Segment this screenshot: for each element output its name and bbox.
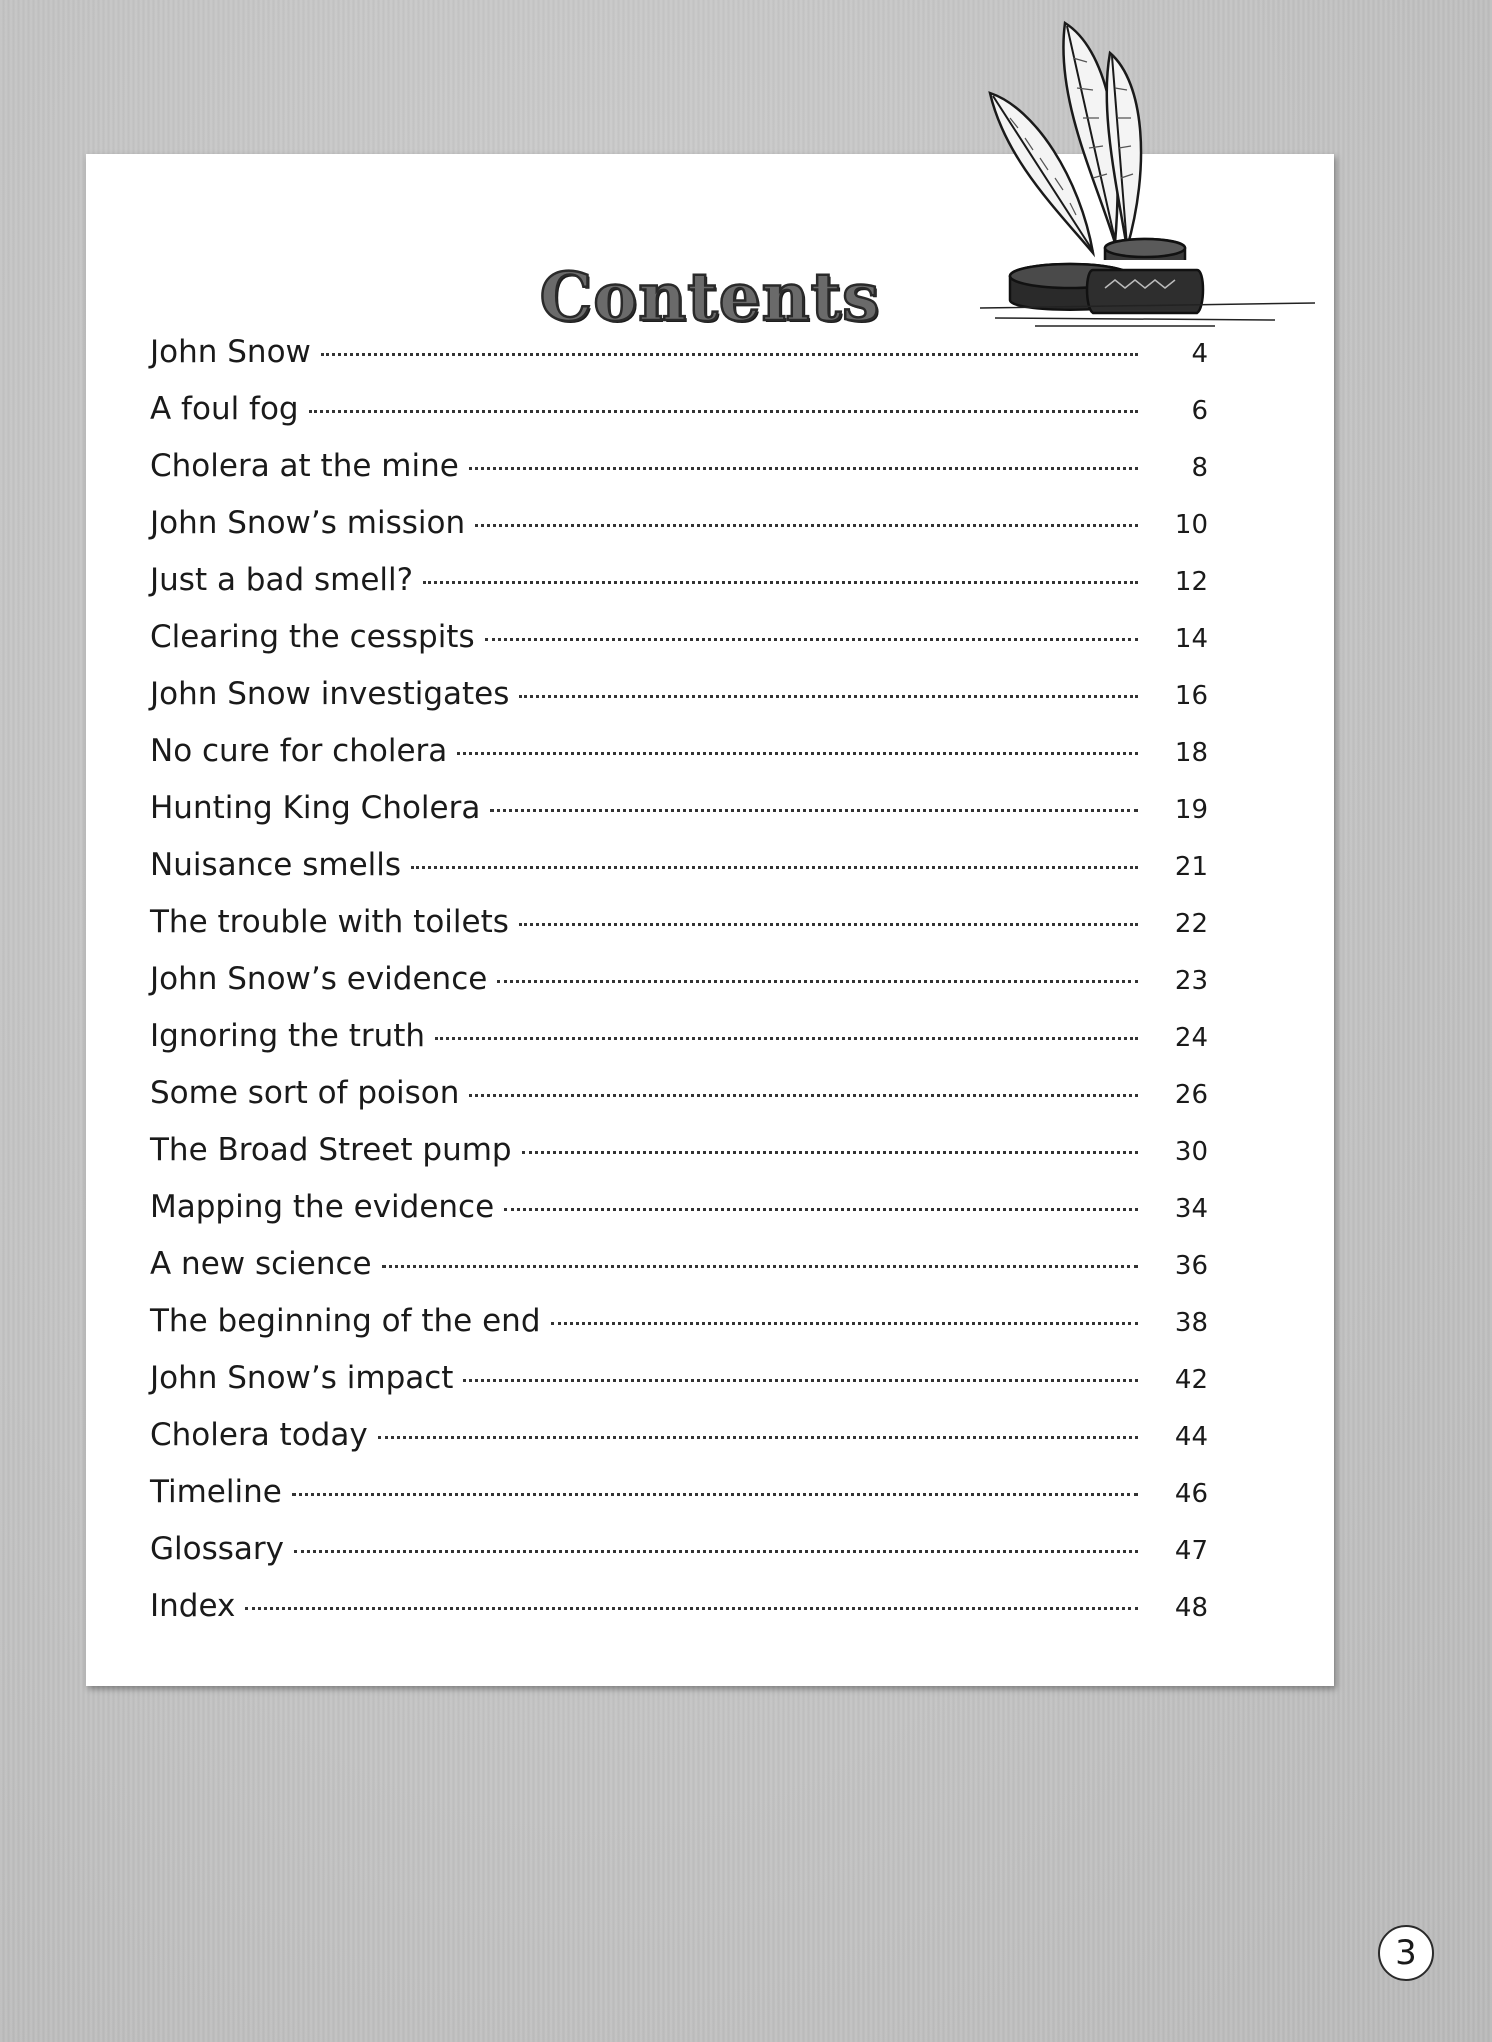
toc-entry[interactable] [150,1132,1356,1189]
toc-entry-page: 36 [1174,1251,1208,1281]
toc-entry-page: 16 [1174,681,1208,711]
toc-entry-label: John Snow investigates [150,676,510,712]
toc-entry-label: The trouble with toilets [150,904,509,940]
toc-entry-page: 23 [1174,966,1208,996]
toc-entry[interactable] [150,1075,1356,1132]
toc-entry-page: 34 [1174,1194,1208,1224]
dot-leader [519,695,1138,698]
toc-entry-label: No cure for cholera [150,733,448,769]
toc-entry-page: 26 [1174,1080,1208,1110]
toc-entry[interactable] [150,1246,1356,1303]
toc-entry[interactable] [150,790,1356,847]
toc-entry[interactable] [150,334,1356,391]
toc-entry-label: Hunting King Cholera [150,790,481,826]
toc-entry-page: 8 [1191,453,1208,483]
toc-entry-label: Glossary [150,1531,284,1567]
toc-entry-label: Cholera at the mine [150,448,459,484]
toc-entry-page: 38 [1174,1308,1208,1338]
toc-entry-page: 10 [1174,510,1208,540]
toc-entry-page: 48 [1174,1593,1208,1623]
toc-entry-page: 6 [1191,396,1208,426]
toc-entry-label: John Snow’s evidence [150,961,488,997]
toc-entry-page: 4 [1191,339,1208,369]
toc-entry-label: Clearing the cesspits [150,619,475,655]
dot-leader [294,1550,1138,1553]
toc-entry-label: Timeline [150,1474,282,1510]
toc-entry[interactable] [150,904,1356,961]
toc-entry[interactable] [150,619,1356,676]
page-title: Contents [539,258,881,337]
toc-entry-page: 47 [1174,1536,1208,1566]
toc-entry-page: 46 [1174,1479,1208,1509]
toc-entry-label: Cholera today [150,1417,368,1453]
dot-leader [411,866,1138,869]
toc-entry-label: Nuisance smells [150,847,402,883]
dot-leader [469,467,1138,470]
toc-entry[interactable] [150,1588,1356,1645]
dot-leader [463,1379,1138,1382]
toc-entry-label: The Broad Street pump [150,1132,512,1168]
toc-entry[interactable] [150,1417,1356,1474]
dot-leader [497,980,1138,983]
toc-entry[interactable] [150,1303,1356,1360]
toc-entry-label: John Snow [150,334,311,370]
dot-leader [378,1436,1138,1439]
toc-entry[interactable] [150,733,1356,790]
toc-entry[interactable] [150,448,1356,505]
toc-entry-page: 22 [1174,909,1208,939]
toc-entry[interactable] [150,562,1356,619]
toc-entry-label: Ignoring the truth [150,1018,426,1054]
toc-entry-page: 19 [1174,795,1208,825]
toc-entry-label: Index [150,1588,236,1624]
dot-leader [490,809,1138,812]
contents-panel [86,154,1334,1686]
toc-entry-label: A foul fog [150,391,299,427]
toc-entry-page: 12 [1174,567,1208,597]
dot-leader [522,1151,1138,1154]
toc-entry-label: Mapping the evidence [150,1189,495,1225]
toc-entry-page: 14 [1174,624,1208,654]
dot-leader [321,353,1138,356]
dot-leader [457,752,1138,755]
toc-entry-page: 24 [1174,1023,1208,1053]
toc-entry-page: 18 [1174,738,1208,768]
dot-leader [292,1493,1138,1496]
toc-entry[interactable] [150,961,1356,1018]
toc-entry[interactable] [150,1018,1356,1075]
quill-and-inkwell-icon [975,8,1315,328]
dot-leader [475,524,1138,527]
dot-leader [469,1094,1138,1097]
toc-entry[interactable] [150,1474,1356,1531]
toc-entry-label: Some sort of poison [150,1075,460,1111]
toc-entry-page: 21 [1174,852,1208,882]
dot-leader [382,1265,1138,1268]
toc-entry-page: 30 [1174,1137,1208,1167]
dot-leader [309,410,1138,413]
dot-leader [423,581,1138,584]
toc-entry[interactable] [150,1360,1356,1417]
toc-entry-page: 44 [1174,1422,1208,1452]
table-of-contents [150,334,1356,1645]
toc-entry[interactable] [150,1531,1356,1588]
toc-entry-label: Just a bad smell? [150,562,414,598]
dot-leader [504,1208,1138,1211]
toc-entry-page: 42 [1174,1365,1208,1395]
toc-entry[interactable] [150,847,1356,904]
page-number-badge: 3 [1378,1925,1434,1981]
toc-entry[interactable] [150,1189,1356,1246]
toc-entry[interactable] [150,676,1356,733]
toc-entry[interactable] [150,391,1356,448]
toc-entry-label: John Snow’s mission [150,505,466,541]
toc-entry[interactable] [150,505,1356,562]
toc-entry-label: The beginning of the end [150,1303,541,1339]
dot-leader [519,923,1138,926]
dot-leader [435,1037,1138,1040]
dot-leader [551,1322,1139,1325]
toc-entry-label: John Snow’s impact [150,1360,454,1396]
dot-leader [485,638,1138,641]
toc-entry-label: A new science [150,1246,372,1282]
dot-leader [245,1607,1138,1610]
